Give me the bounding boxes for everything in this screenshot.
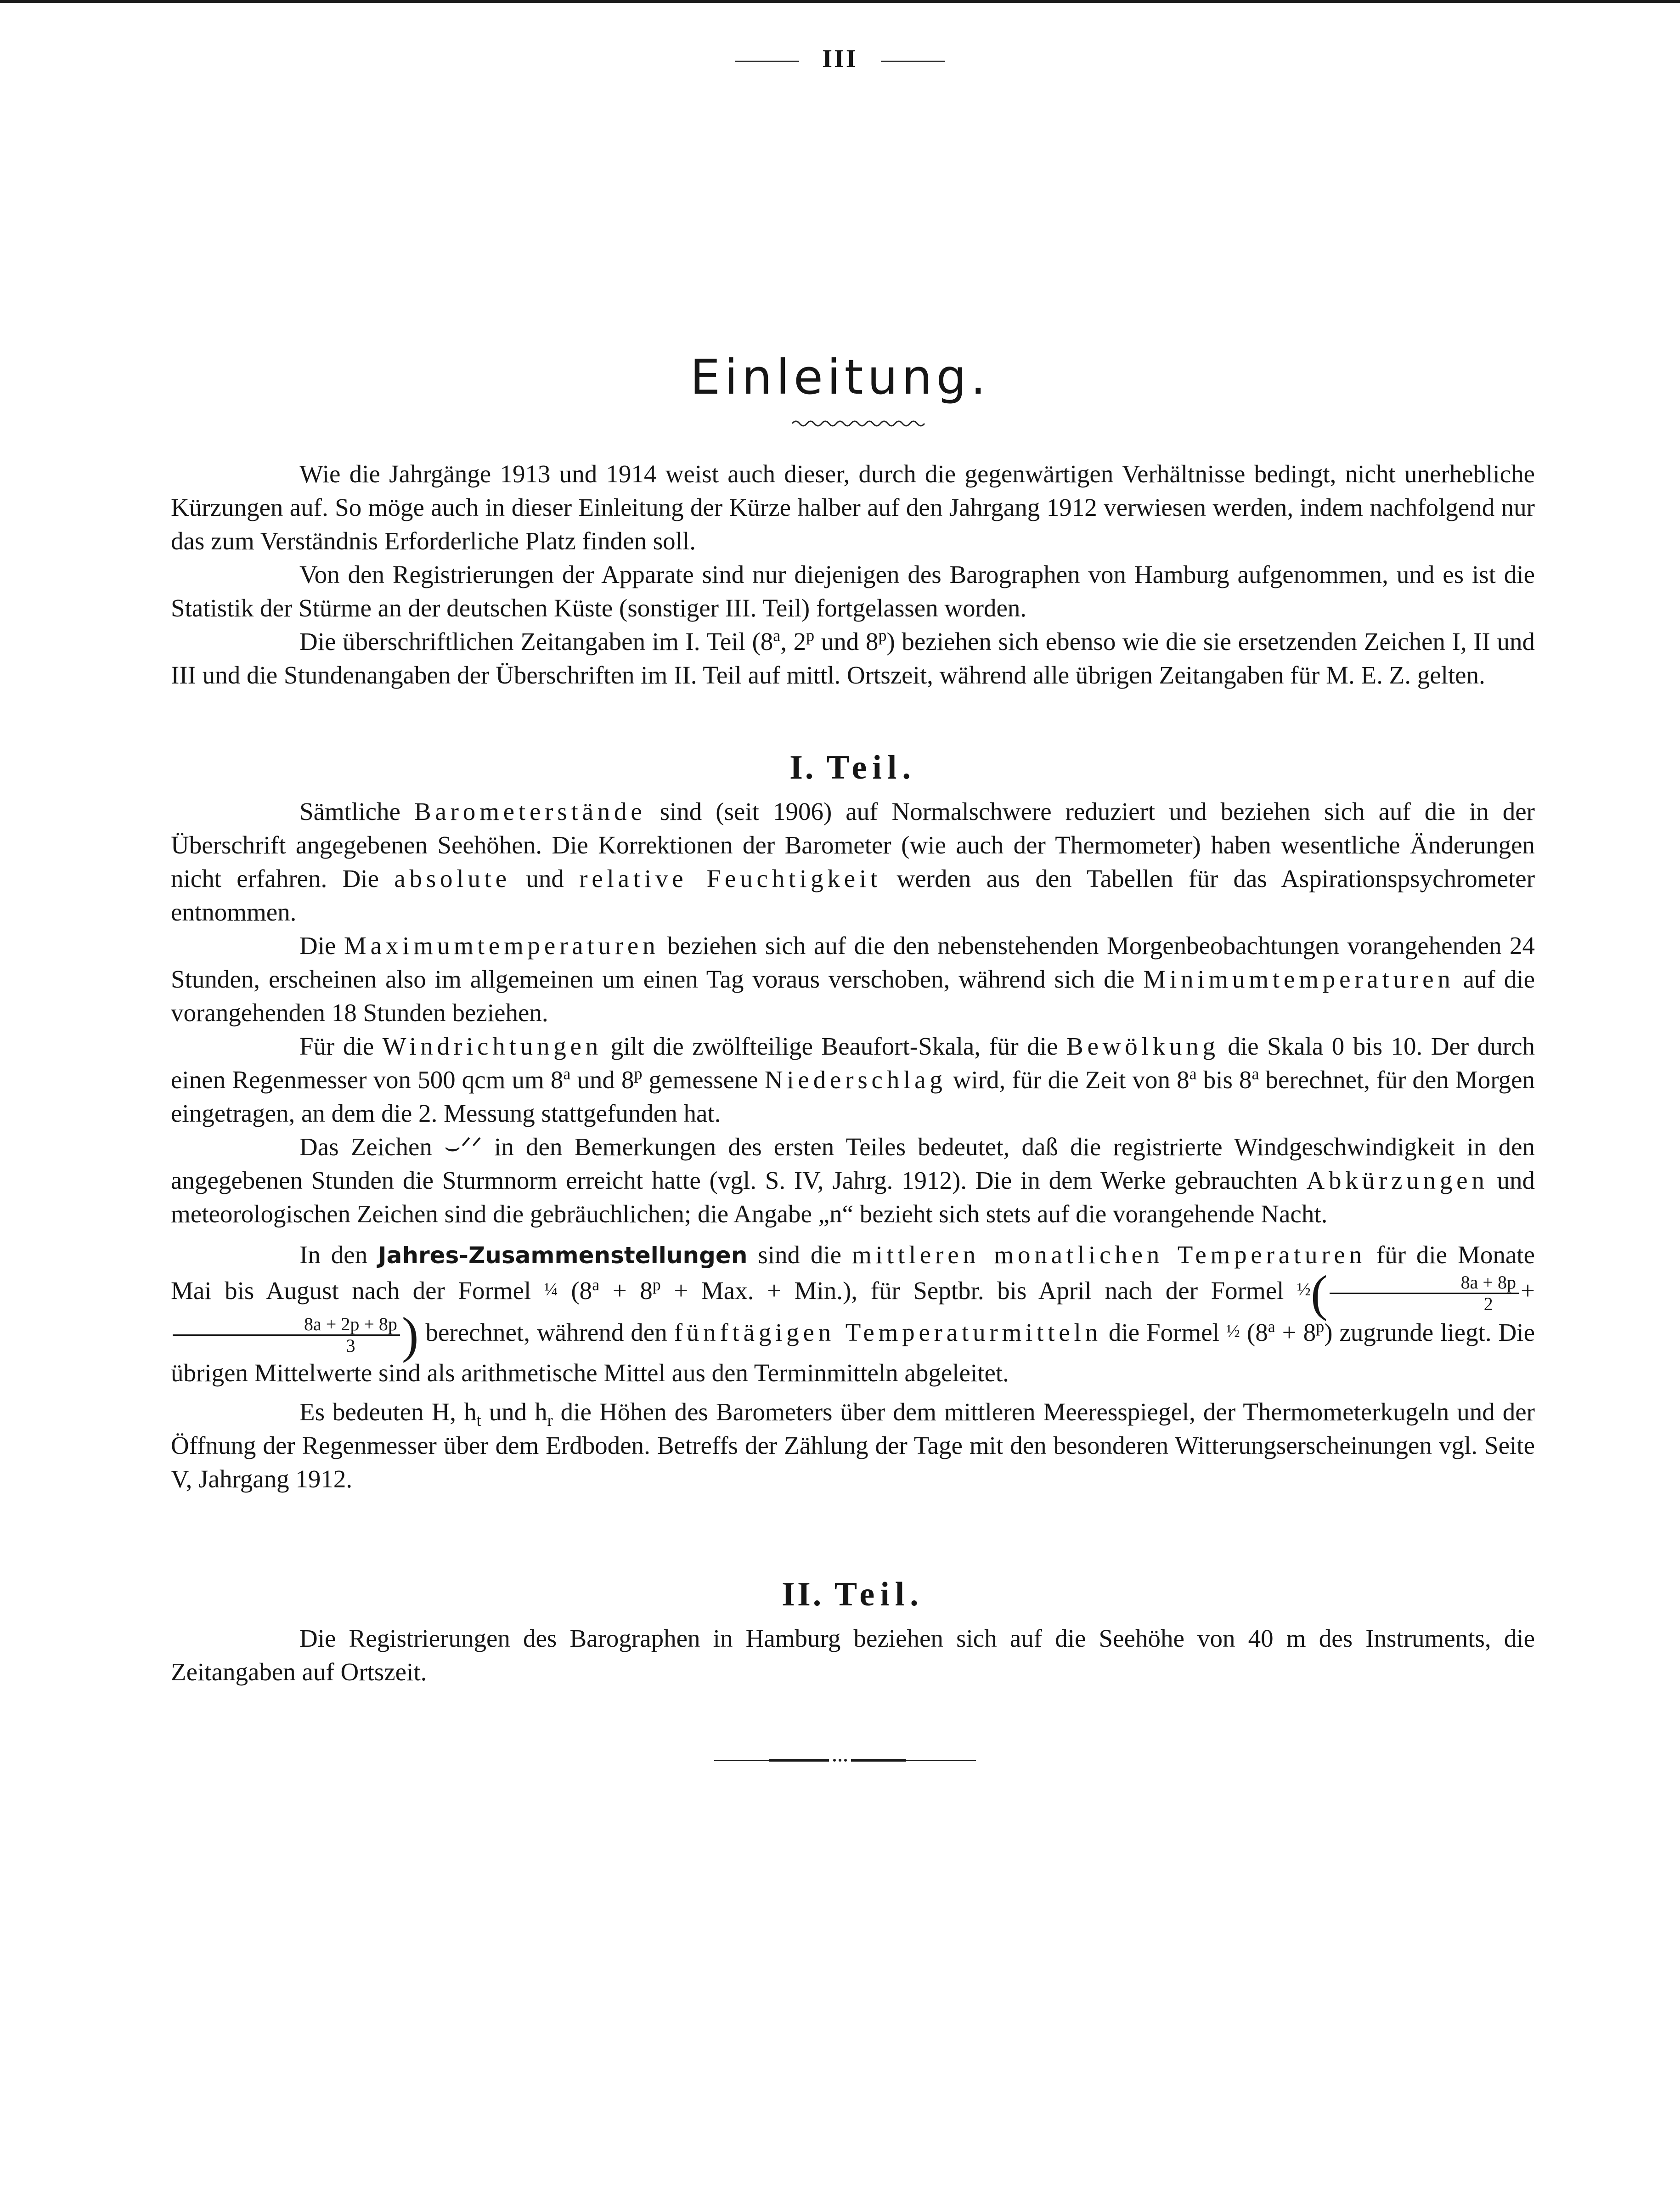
formula-fraction-1: $\frac{8a + 8p}{2}$ [1330,1272,1519,1314]
top-border-line [0,0,1680,3]
header-dash-right [881,61,945,62]
part-1-paragraph-wind: Für die Windrichtungen gilt die zwölfteilige Beaufort-Skala, für die Bewölkung die Skala 0 bis 10. Der durch einen Regenmesser von 500 qcm um 8$^a$ und 8$^p$ gemessene Niederschlag wird, für die Zeit von 8$^a$ bis 8$^a$ berechnet, für den Morgen eingetragen, an dem die 2. Messung stattgefunden hat. [171,1032,1535,1127]
intro-paragraph-2: Von den Registrierungen der Apparate sind nur diejenigen des Barographen von Hamburg aufgenommen, und es ist die Statistik der Stürme an der deutschen Küste (sonstiger III. Teil) fortgelassen worden. [171,560,1535,622]
intro-paragraph-1: Wie die Jahrgänge 1913 und 1914 weist auch dieser, durch die gegenwärtigen Verhältnisse bedingt, nicht unerhebliche Kürzungen auf. So möge auch in dieser Einleitung der Kürze halber auf den Jahrgang 1912 verwiesen werden, indem nachfolgend nur das zum Verständnis Erforderliche Platz finden soll. [171,460,1535,555]
part-1-paragraph-symbols: Das Zeichen ⌣ᐟᐟ in den Bemerkungen des ersten Teiles bedeutet, daß die registrierte Windgeschwindigkeit in den angegebenen Stunden die Sturmnorm erreicht hatte (vgl. S. IV, Jahrg. 1912). Die in dem Werke gebrauchten Abkürzungen und meteorologischen Zeichen sind die gebräuchlichen; die Angabe „n“ bezieht sich stets auf die vorangehende Nacht. [171,1133,1535,1228]
intro-section [171,457,1535,692]
intro-paragraph-3: Die überschriftlichen Zeitangaben im I. Teil (8$^a$, 2$^p$ und 8$^p$) beziehen sich ebenso wie die sie ersetzenden Zeichen I, II und III und die Stundenangaben der Überschriften im II. Teil auf mittl. Ortszeit, während alle übrigen Zeitangaben für M. E. Z. gelten. [171,626,1535,689]
page-title: Einleitung. [690,349,990,405]
part-1-paragraph-annual: In den Jahres-Zusammenstellungen sind die mittleren monatlichen Temperaturen für die Monate Mai bis August nach der Formel ¼ ($8^a + 8^p$ + Max. + Min.), für Septbr. bis April nach der Formel ½( $\frac{8a + 8p}{2}$ + $\frac{8a + 2p + 8p}{3}$ ) berechnet, während den fünftägigen Temperaturmitteln die Formel ½ $(8^a + 8^p)$ zugrunde liegt. Die übrigen Mittelwerte sind als arithmetische Mittel aus den Terminmitteln abgeleitet. [171,1241,1535,1387]
part-1-heading: I. Teil. [789,749,916,786]
part-2-section [171,1578,1535,1689]
part-2-paragraph: Die Registrierungen des Barographen in Hamburg beziehen sich auf die Seehöhe von 40 m des Instruments, die Zeitangaben auf Ortszeit. [171,1624,1535,1686]
header-dash-left [735,61,799,62]
formula-fraction-2: $\frac{8a + 2p + 8p}{3}$ [173,1314,400,1356]
end-ornament-rule [714,1757,976,1763]
part-1-paragraph-heights: Es bedeuten H, $h_t$ und $h_r$ die Höhen des Barometers über dem mittleren Meeresspiegel, der Thermometerkugeln und der Öffnung der Regenmesser über dem Erdboden. Betreffs der Zählung der Tage mit den besonderen Witterungserscheinungen vgl. Seite V, Jahrgang 1912. [171,1398,1535,1493]
page-number: III [822,45,858,73]
part-2-heading: II. Teil. [782,1576,924,1613]
storm-symbol-icon: ⌣ᐟᐟ [444,1133,482,1161]
part-1-section [171,751,1535,1496]
page-header [0,44,1680,73]
title-wavy-rule [792,418,925,429]
part-1-paragraph-barometer: Sämtliche Barometerstände sind (seit 1906) auf Normalschwere reduziert und beziehen sich auf die in der Überschrift angegebenen Seehöhen. Die Korrektionen der Barometer (wie auch der Thermometer) haben wesentliche Änderungen nicht erfahren. Die absolute und relative Feuchtigkeit werden aus den Tabellen für das Aspirationspsychrometer entnommen. [171,797,1535,926]
part-1-paragraph-temperatures: Die Maximumtemperaturen beziehen sich auf die den nebenstehenden Morgenbeobachtungen vorangehenden 24 Stunden, erscheinen also im allgemeinen um einen Tag voraus verschoben, während sich die Minimumtemperaturen auf die vorangehenden 18 Stunden beziehen. [171,932,1535,1027]
